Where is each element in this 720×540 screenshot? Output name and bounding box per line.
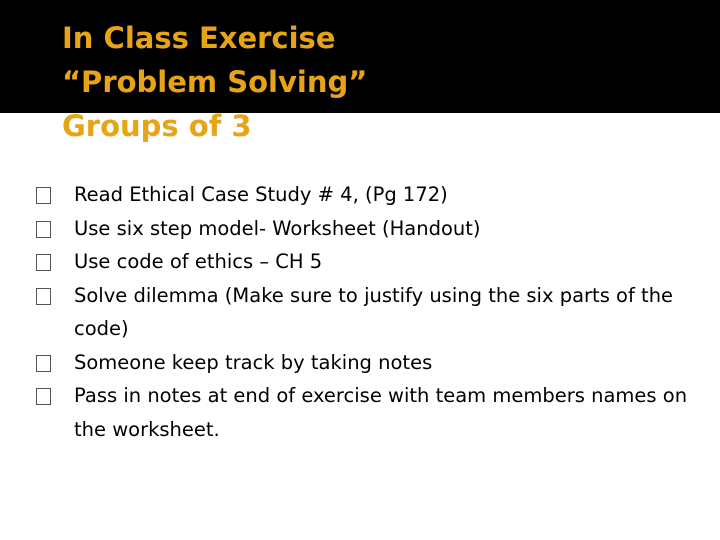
missing-glyph-box-icon xyxy=(36,187,51,204)
bullet-item xyxy=(36,379,696,446)
bullet-item xyxy=(36,279,696,346)
bullet-text: Pass in notes at end of exercise with team members names on the worksheet. xyxy=(74,384,688,441)
bullet-text: Use code of ethics – CH 5 xyxy=(74,250,323,273)
bullet-item xyxy=(36,212,696,246)
title-line-1: In Class Exercise xyxy=(62,21,336,55)
bullet-item xyxy=(36,346,696,380)
missing-glyph-box-icon xyxy=(36,355,51,372)
title-line-2: “Problem Solving” xyxy=(62,65,368,99)
bullet-item xyxy=(36,178,696,212)
missing-glyph-box-icon xyxy=(36,254,51,271)
missing-glyph-box-icon xyxy=(36,288,51,305)
bullet-item xyxy=(36,245,696,279)
missing-glyph-box-icon xyxy=(36,388,51,405)
bullet-text: Solve dilemma (Make sure to justify using the six parts of the code) xyxy=(74,283,674,340)
missing-glyph-box-icon xyxy=(36,221,51,238)
bullet-text: Someone keep track by taking notes xyxy=(74,350,433,374)
slide-title xyxy=(62,16,367,148)
bullet-text: Read Ethical Case Study # 4, (Pg 172) xyxy=(74,183,448,206)
title-line-3: Groups of 3 xyxy=(62,109,252,143)
bullet-list xyxy=(36,178,696,446)
bullet-text: Use six step model- Worksheet (Handout) xyxy=(74,216,481,240)
